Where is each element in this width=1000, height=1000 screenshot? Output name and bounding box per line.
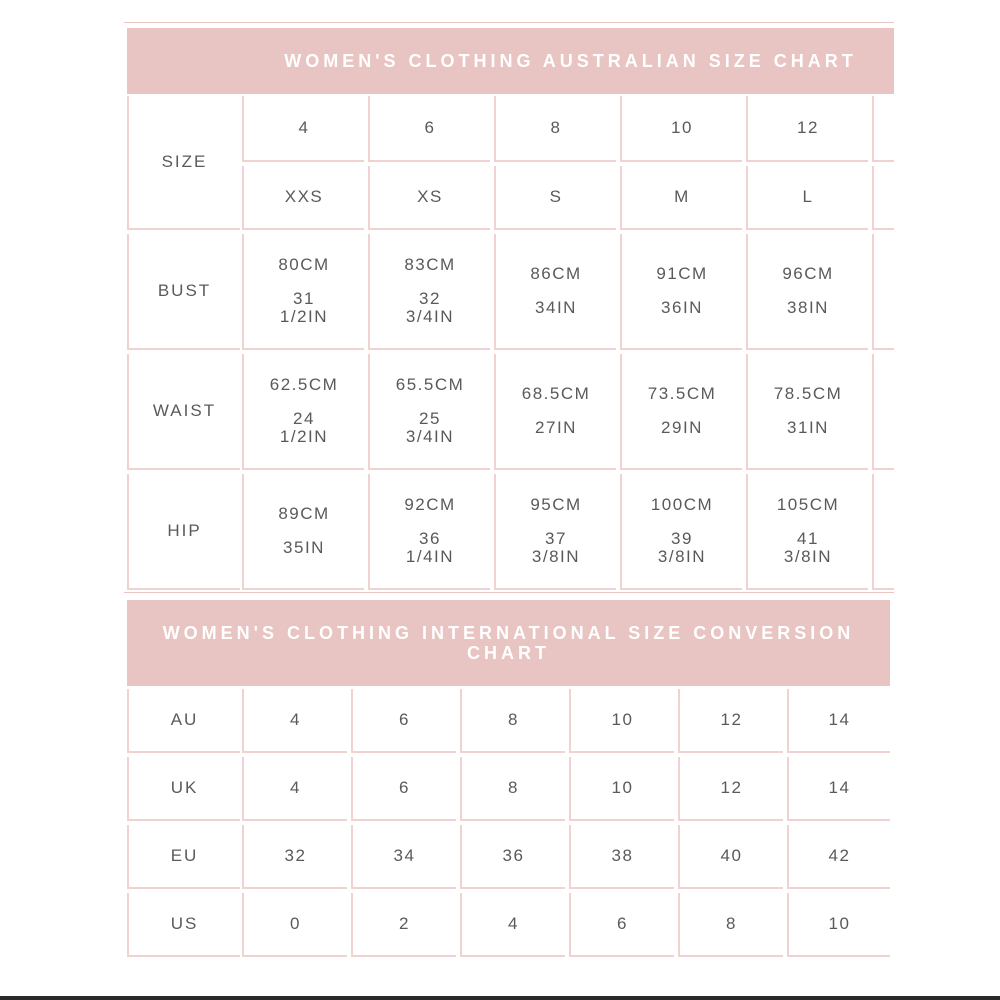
measure-label-cell [127, 234, 240, 350]
region-label-cell [127, 757, 240, 821]
measure-cell [242, 474, 364, 590]
conversion-cell [351, 825, 456, 889]
measure-in-value: 31 1/2IN [279, 289, 329, 326]
bottom-edge-bar [0, 996, 1000, 1000]
conversion-value: 2 [399, 914, 410, 933]
size-letter-value: XXS [284, 187, 324, 206]
international-chart-title [127, 600, 890, 686]
region-label: AU [170, 710, 199, 729]
conversion-value: 4 [508, 914, 519, 933]
size-numeric-cell [746, 96, 868, 162]
measure-cm-value: 89CM [278, 504, 330, 523]
measure-in-value: 32 3/4IN [405, 289, 455, 326]
size-letter-cell [746, 166, 868, 230]
measure-cell-partial [872, 474, 894, 590]
size-numeric-cell [368, 96, 490, 162]
measure-cell [368, 474, 490, 590]
measure-cm-value: 78.5CM [773, 384, 843, 403]
conversion-value: 8 [726, 914, 737, 933]
measure-cm-value: 92CM [404, 495, 456, 514]
measure-cell-partial [872, 354, 894, 470]
measure-in-value: 41 3/8IN [783, 529, 833, 566]
region-label: UK [170, 778, 199, 797]
conversion-value: 6 [399, 778, 410, 797]
conversion-cell [678, 893, 783, 957]
measure-cm-value: 86CM [530, 264, 582, 283]
conversion-value: 12 [720, 778, 743, 797]
size-numeric-cell-partial [872, 96, 894, 162]
size-label-cell [127, 96, 240, 230]
conversion-cell [242, 893, 347, 957]
conversion-value: 42 [828, 846, 851, 865]
measure-in-value: 24 1/2IN [279, 409, 329, 446]
measure-cm-value: 105CM [776, 495, 840, 514]
measure-in-value: 36 1/4IN [405, 529, 455, 566]
australian-chart-title-text: WOMEN'S CLOTHING AUSTRALIAN SIZE CHART [284, 51, 857, 71]
size-letter-cell [620, 166, 742, 230]
top-divider [124, 22, 894, 23]
region-label-cell [127, 689, 240, 753]
measure-in-value: 37 3/8IN [531, 529, 581, 566]
size-letter-value: S [549, 187, 563, 206]
conversion-cell [460, 689, 565, 753]
size-numeric-cell [494, 96, 616, 162]
measure-label: BUST [157, 281, 212, 300]
conversion-cell [787, 893, 890, 957]
size-letter-value: M [674, 187, 690, 206]
conversion-value: 40 [720, 846, 743, 865]
region-label: US [170, 914, 199, 933]
conversion-value: 8 [508, 778, 519, 797]
measure-cm-value: 96CM [782, 264, 834, 283]
region-label-cell [127, 893, 240, 957]
conversion-value: 6 [399, 710, 410, 729]
measure-cell [494, 474, 616, 590]
size-numeric-value: 10 [671, 118, 693, 137]
measure-cell [242, 354, 364, 470]
measure-cell [242, 234, 364, 350]
conversion-cell [787, 689, 890, 753]
conversion-value: 12 [720, 710, 743, 729]
australian-chart-title [127, 28, 894, 94]
size-letter-cell [494, 166, 616, 230]
size-letter-cell [368, 166, 490, 230]
measure-in-value: 38IN [787, 298, 829, 317]
conversion-cell [460, 757, 565, 821]
measure-in-value: 29IN [661, 418, 703, 437]
measure-in-value: 25 3/4IN [405, 409, 455, 446]
conversion-cell [460, 825, 565, 889]
conversion-cell [351, 757, 456, 821]
measure-cell [368, 354, 490, 470]
conversion-cell [569, 757, 674, 821]
measure-cell [620, 234, 742, 350]
conversion-value: 4 [290, 778, 301, 797]
measure-cm-value: 83CM [404, 255, 456, 274]
measure-cm-value: 73.5CM [647, 384, 717, 403]
conversion-value: 10 [611, 710, 634, 729]
conversion-cell [242, 825, 347, 889]
measure-cell [620, 354, 742, 470]
measure-label-cell [127, 354, 240, 470]
conversion-value: 8 [508, 710, 519, 729]
size-numeric-cell [242, 96, 364, 162]
measure-cell [746, 354, 868, 470]
size-numeric-value: 8 [550, 118, 562, 137]
measure-cell [494, 354, 616, 470]
measure-label: WAIST [152, 401, 217, 420]
size-numeric-cell [620, 96, 742, 162]
size-letter-value: XS [417, 187, 443, 206]
conversion-cell [569, 689, 674, 753]
measure-cm-value: 68.5CM [521, 384, 591, 403]
conversion-cell [242, 757, 347, 821]
conversion-cell [678, 689, 783, 753]
measure-label: HIP [167, 521, 202, 540]
conversion-cell [569, 893, 674, 957]
middle-divider [124, 592, 894, 593]
measure-cell [620, 474, 742, 590]
conversion-value: 10 [828, 914, 851, 933]
measure-label-cell [127, 474, 240, 590]
conversion-value: 36 [502, 846, 525, 865]
size-letter-cell-partial [872, 166, 894, 230]
measure-cell [746, 234, 868, 350]
conversion-cell [678, 825, 783, 889]
conversion-value: 0 [290, 914, 301, 933]
conversion-value: 34 [393, 846, 416, 865]
measure-cm-value: 91CM [656, 264, 708, 283]
conversion-value: 14 [828, 710, 851, 729]
measure-in-value: 34IN [535, 298, 577, 317]
measure-in-value: 35IN [283, 538, 325, 557]
measure-cell [494, 234, 616, 350]
measure-in-value: 39 3/8IN [657, 529, 707, 566]
size-numeric-value: 4 [298, 118, 310, 137]
measure-cell [368, 234, 490, 350]
measure-cm-value: 95CM [530, 495, 582, 514]
conversion-cell [569, 825, 674, 889]
size-numeric-value: 6 [424, 118, 436, 137]
measure-cm-value: 65.5CM [395, 375, 465, 394]
measure-cm-value: 100CM [650, 495, 714, 514]
conversion-value: 38 [611, 846, 634, 865]
measure-cm-value: 80CM [278, 255, 330, 274]
measure-in-value: 27IN [535, 418, 577, 437]
measure-cell-partial [872, 234, 894, 350]
conversion-cell [787, 825, 890, 889]
international-chart-title-text: WOMEN'S CLOTHING INTERNATIONAL SIZE CONVERSION CHART [162, 623, 855, 663]
conversion-cell [351, 689, 456, 753]
conversion-cell [351, 893, 456, 957]
measure-cm-value: 62.5CM [269, 375, 339, 394]
measure-in-value: 36IN [661, 298, 703, 317]
conversion-cell [787, 757, 890, 821]
conversion-value: 32 [284, 846, 307, 865]
measure-in-value: 31IN [787, 418, 829, 437]
size-letter-value: L [802, 187, 814, 206]
conversion-value: 4 [290, 710, 301, 729]
conversion-cell [460, 893, 565, 957]
measure-cell [746, 474, 868, 590]
size-numeric-value: 12 [797, 118, 819, 137]
region-label-cell [127, 825, 240, 889]
conversion-value: 6 [617, 914, 628, 933]
conversion-cell [678, 757, 783, 821]
size-letter-cell [242, 166, 364, 230]
size-label: SIZE [161, 152, 208, 171]
conversion-cell [242, 689, 347, 753]
region-label: EU [170, 846, 199, 865]
conversion-value: 10 [611, 778, 634, 797]
conversion-value: 14 [828, 778, 851, 797]
